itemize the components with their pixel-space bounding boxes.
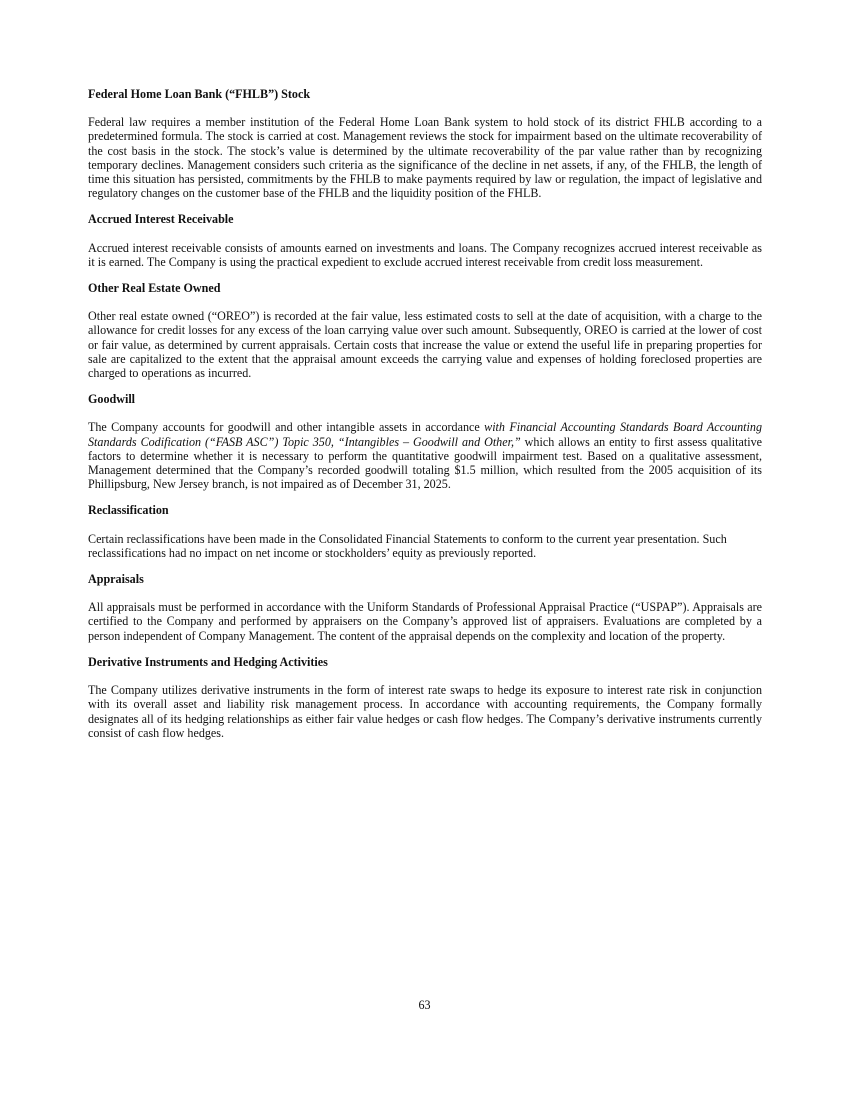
paragraph-derivatives: The Company utilizes derivative instruments in the form of interest rate swaps to hedge its exposure to interest rate risk in conjunction with its overall asset and liability risk management process. In accordance with accounting requirements, the Company formally designates all of its hedging relationships as either fair value hedges or cash flow hedges. The Company’s derivative instruments currently consist of cash flow hedges.	[88, 683, 762, 740]
heading-fhlb-stock: Federal Home Loan Bank (“FHLB”) Stock	[88, 87, 311, 101]
heading-oreo: Other Real Estate Owned	[88, 281, 221, 296]
paragraph-fhlb-stock: Federal law requires a member institution of the Federal Home Loan Bank system to hold stock of its district FHLB according to a predetermined formula. The stock is carried at cost. Management reviews the stock for impairment based on the ultimate recoverability of the cost basis in the stock. The stock’s value is determined by the ultimate recoverability of the par value rather than by recognizing temporary declines. Management considers such criteria as the significance of the decline in net assets, if any, of the FHLB, the length of time this situation has persisted, commitments by the FHLB to make payments required by law or regulation, the impact of legislative and regulatory changes on the customer base of the FHLB and the liquidity position of the FHLB.	[88, 115, 762, 201]
heading-accrued-interest: Accrued Interest Receivable	[88, 212, 234, 227]
paragraph-goodwill	[88, 420, 762, 491]
paragraph-accrued-interest: Accrued interest receivable consists of amounts earned on investments and loans. The Company recognizes accrued interest receivable as it is earned. The Company is using the practical expedient to exclude accrued interest receivable from credit loss measurement.	[88, 240, 762, 269]
goodwill-text-pre: The Company accounts for goodwill and other intangible assets in accordance	[88, 420, 485, 435]
paragraph-oreo: Other real estate owned (“OREO”) is recorded at the fair value, less estimated costs to sell at the date of acquisition, with a charge to the allowance for credit losses for any excess of the loan carrying value over such amount. Subsequently, OREO is carried at the lower of cost or fair value, as determined by current appraisals. Certain costs that increase the value or extend the useful life in preparing properties for sale are capitalized to the extent that the appraisal amount exceeds the carrying value and expenses of holding foreclosed properties are charged to operations as incurred.	[88, 309, 762, 381]
goodwill-text-citation: with Financial Accounting Standards Board Accounting Standards Codification (“FASB ASC”) Topic 350, “Intangibles – Goodwill and Other,”	[88, 420, 762, 449]
heading-goodwill: Goodwill	[88, 392, 136, 407]
heading-derivatives: Derivative Instruments and Hedging Activities	[88, 654, 328, 669]
goodwill-text-post: which allows an entity to first assess qualitative factors to determine whether it is necessary to perform the quantitative goodwill impairment test. Based on a qualitative assessment, Management determined that the Company’s recorded goodwill totaling $1.5 million, which resulted from the 2005 acquisition of its Phillipsburg, New Jersey branch, is not impaired as of December 31, 2025.	[88, 434, 762, 492]
heading-appraisals: Appraisals	[88, 572, 144, 587]
page-number: 63	[418, 998, 431, 1012]
paragraph-reclassification: Certain reclassifications have been made in the Consolidated Financial Statements to conform to the current year presentation. Such reclassifications had no impact on net income or stockholders’ equity as previously reported.	[88, 531, 727, 560]
heading-reclassification: Reclassification	[88, 503, 169, 518]
document-page	[88, 87, 762, 752]
paragraph-appraisals: All appraisals must be performed in accordance with the Uniform Standards of Professional Appraisal Practice (“USPAP”). Appraisals are certified to the Company and performed by appraisers on the Company’s approved list of appraisers. Evaluations are completed by a person independent of Company Management. The content of the appraisal depends on the complexity and location of the property.	[88, 600, 762, 643]
